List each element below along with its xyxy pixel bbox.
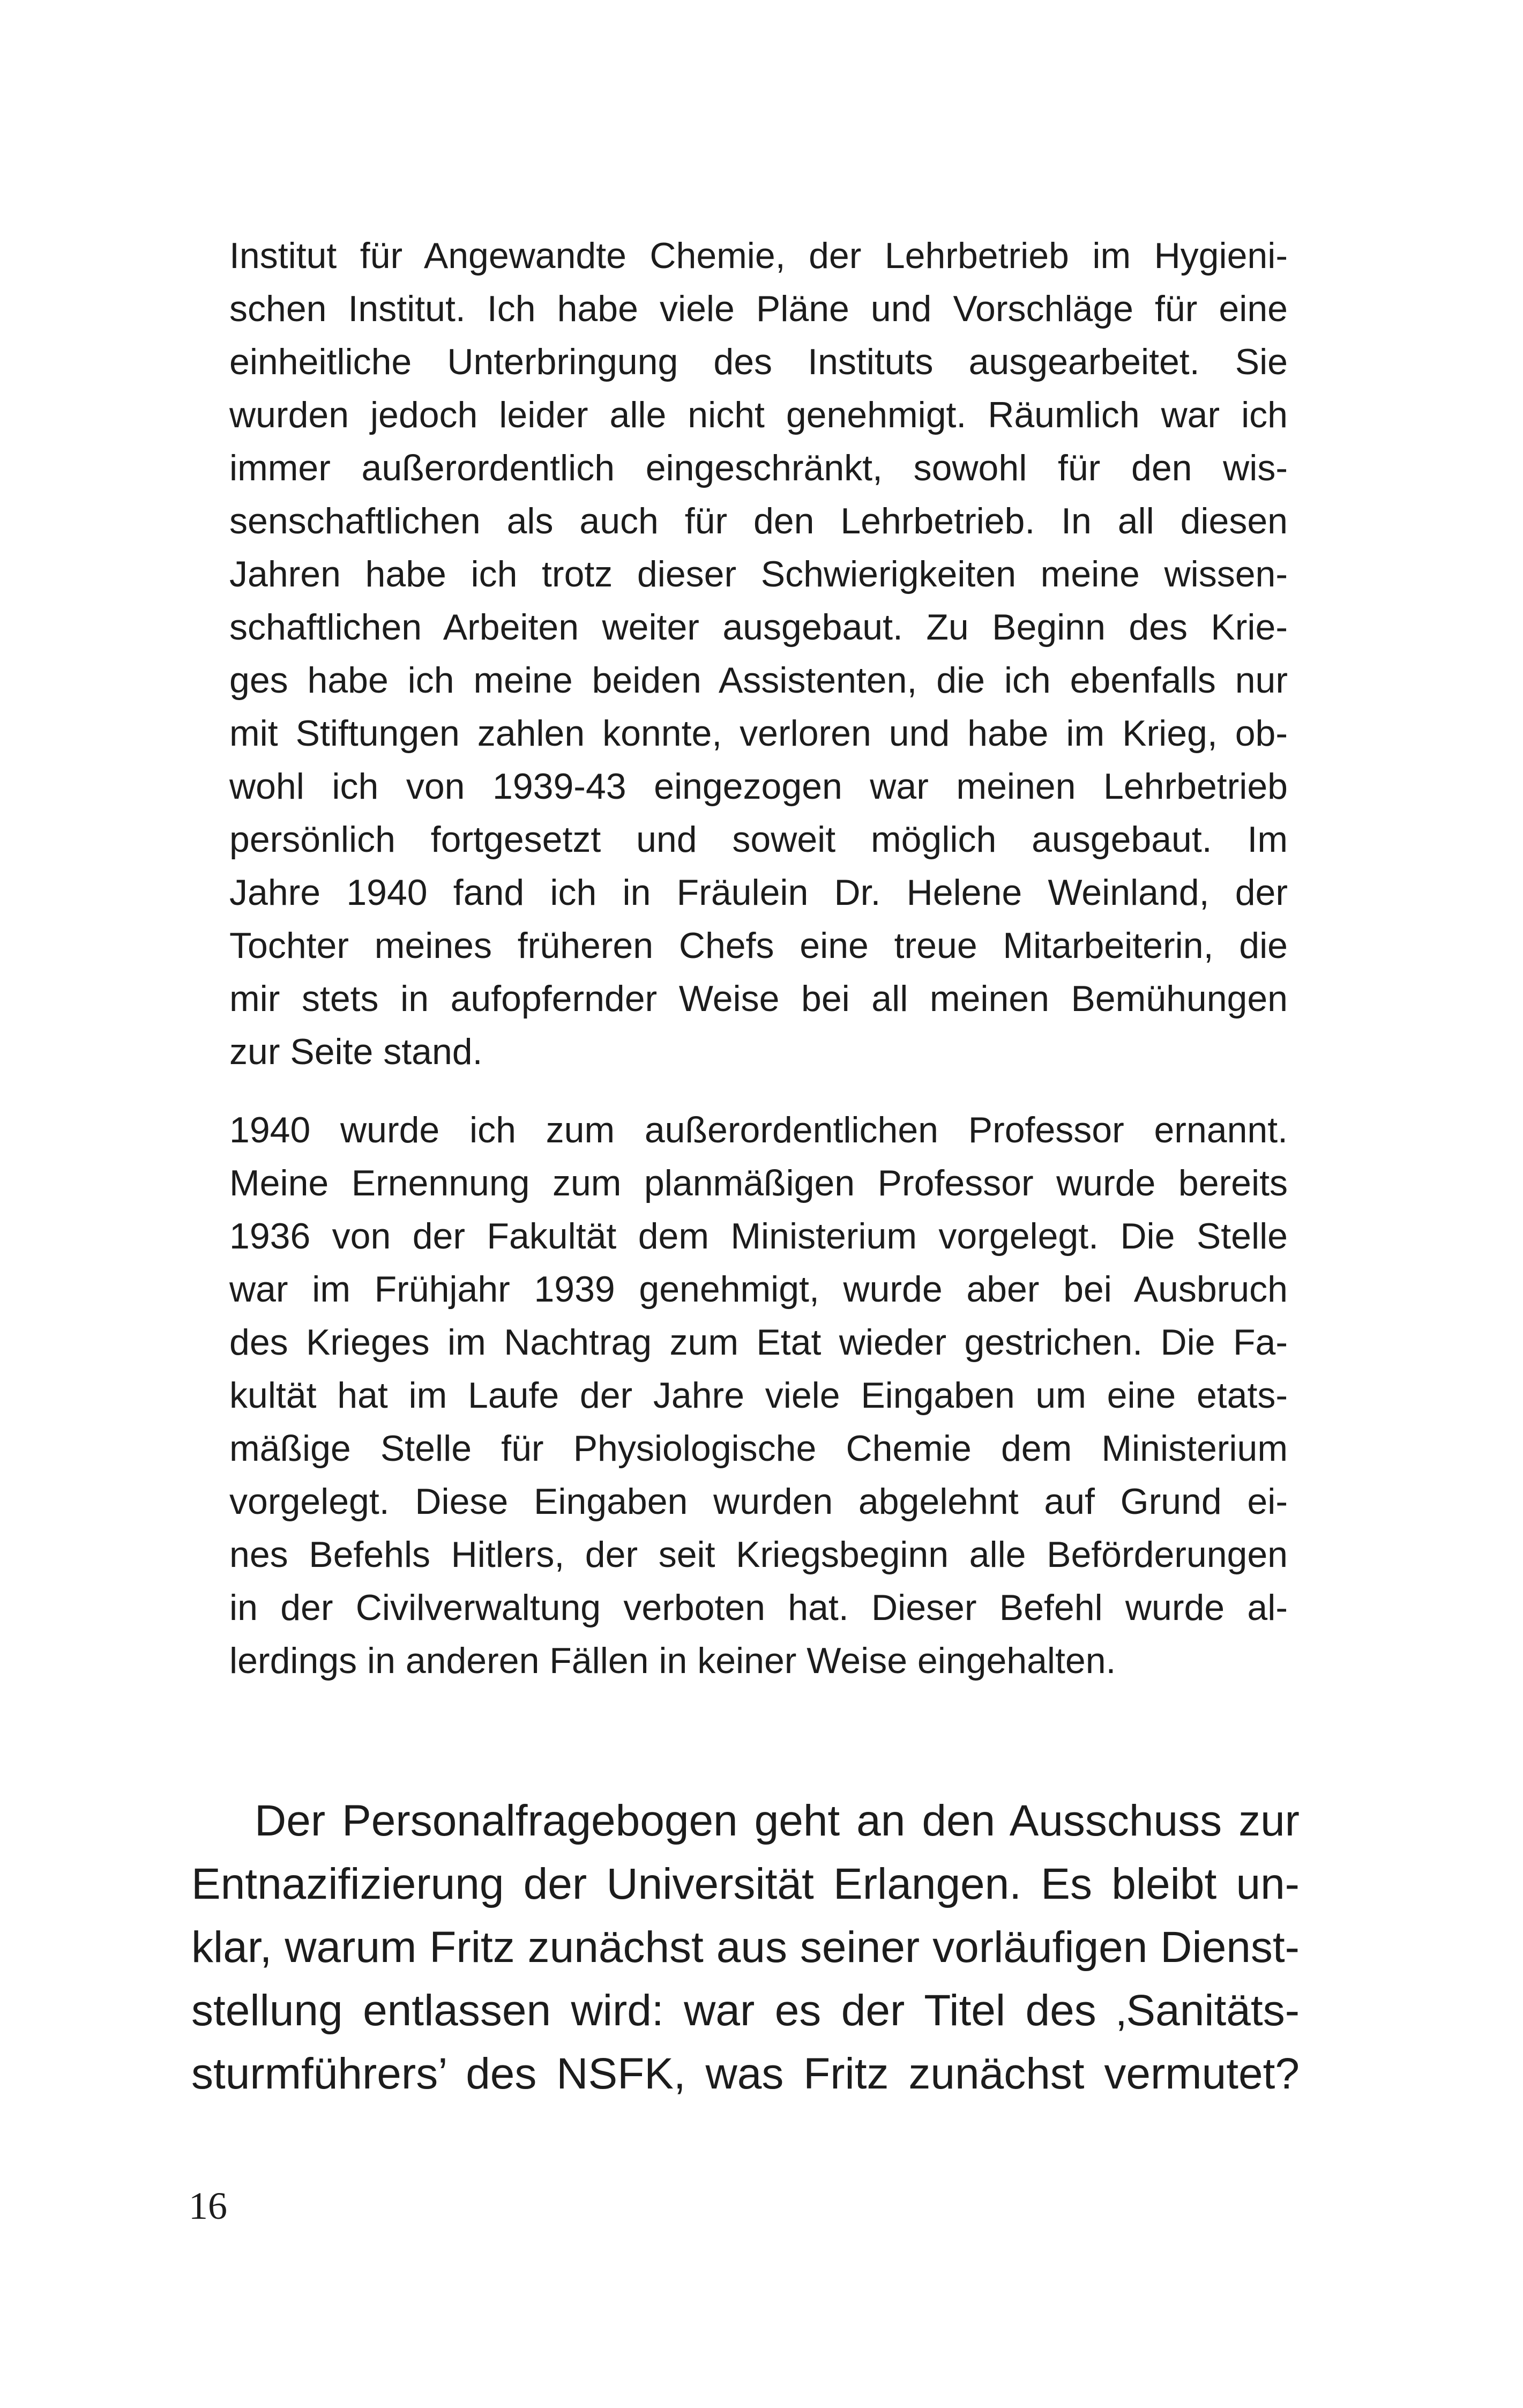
text-line: vorgelegt. Diese Eingaben wurden abgelehnt auf Grund ei-: [229, 1481, 1288, 1522]
text-line: senschaftlichen als auch für den Lehrbetrieb. In all diesen: [229, 501, 1288, 541]
quote-paragraph-2: [229, 1104, 1288, 1688]
text-line: einheitliche Unterbringung des Instituts ausgearbeitet. Sie: [229, 341, 1288, 382]
text-line: stellung entlassen wird: war es der Titel des ‚Sanitäts-: [191, 1986, 1300, 2035]
paragraph-spacer: [229, 1079, 1288, 1104]
text-line: Der Personalfragebogen geht an den Ausschuss zur: [255, 1796, 1300, 1845]
text-line: mir stets in aufopfernder Weise bei all meinen Bemühungen: [229, 978, 1288, 1019]
text-line: persönlich fortgesetzt und soweit möglich ausgebaut. Im: [229, 819, 1288, 860]
text-line: lerdings in anderen Fällen in keiner Weise eingehalten.: [229, 1640, 1116, 1681]
text-line: 1936 von der Fakultät dem Ministerium vorgelegt. Die Stelle: [229, 1216, 1288, 1257]
text-line: Institut für Angewandte Chemie, der Lehrbetrieb im Hygieni-: [229, 235, 1288, 276]
text-line: ges habe ich meine beiden Assistenten, die ich ebenfalls nur: [229, 660, 1288, 701]
text-line: kultät hat im Laufe der Jahre viele Eingaben um eine etats-: [229, 1375, 1288, 1416]
text-line: nes Befehls Hitlers, der seit Kriegsbeginn alle Beförderungen: [229, 1534, 1288, 1575]
text-line: Jahren habe ich trotz dieser Schwierigkeiten meine wissen-: [229, 554, 1288, 594]
text-line: sturmführers’ des NSFK, was Fritz zunächst vermutet?: [191, 2049, 1300, 2098]
text-line: Jahre 1940 fand ich in Fräulein Dr. Helene Weinland, der: [229, 872, 1288, 913]
text-line: zur Seite stand.: [229, 1031, 483, 1072]
text-line: schaftlichen Arbeiten weiter ausgebaut. Zu Beginn des Krie-: [229, 607, 1288, 648]
quote-paragraph-1: [229, 229, 1288, 1079]
text-line: schen Institut. Ich habe viele Pläne und Vorschläge für eine: [229, 288, 1288, 329]
page-number: 16: [189, 2184, 227, 2227]
text-line: mäßige Stelle für Physiologische Chemie dem Ministerium: [229, 1428, 1288, 1469]
text-line: 1940 wurde ich zum außerordentlichen Professor ernannt.: [229, 1110, 1288, 1150]
text-line: Meine Ernennung zum planmäßigen Professor wurde bereits: [229, 1163, 1288, 1203]
quoted-letter-block: [229, 229, 1288, 1688]
text-line: wohl ich von 1939-43 eingezogen war meinen Lehrbetrieb: [229, 766, 1288, 807]
text-line: mit Stiftungen zahlen konnte, verloren und habe im Krieg, ob-: [229, 713, 1288, 754]
text-line: immer außerordentlich eingeschränkt, sowohl für den wis-: [229, 448, 1288, 488]
text-line: Tochter meines früheren Chefs eine treue Mitarbeiterin, die: [229, 925, 1288, 966]
text-line: klar, warum Fritz zunächst aus seiner vorläufigen Dienst-: [191, 1923, 1300, 1972]
text-line: in der Civilverwaltung verboten hat. Dieser Befehl wurde al-: [229, 1587, 1288, 1628]
narrative-paragraph: [191, 1789, 1300, 2106]
text-line: des Krieges im Nachtrag zum Etat wieder gestrichen. Die Fa-: [229, 1322, 1288, 1363]
text-line: wurden jedoch leider alle nicht genehmigt. Räumlich war ich: [229, 395, 1288, 435]
text-line: Entnazifizierung der Universität Erlangen. Es bleibt un-: [191, 1860, 1300, 1908]
text-line: war im Frühjahr 1939 genehmigt, wurde aber bei Ausbruch: [229, 1269, 1288, 1310]
